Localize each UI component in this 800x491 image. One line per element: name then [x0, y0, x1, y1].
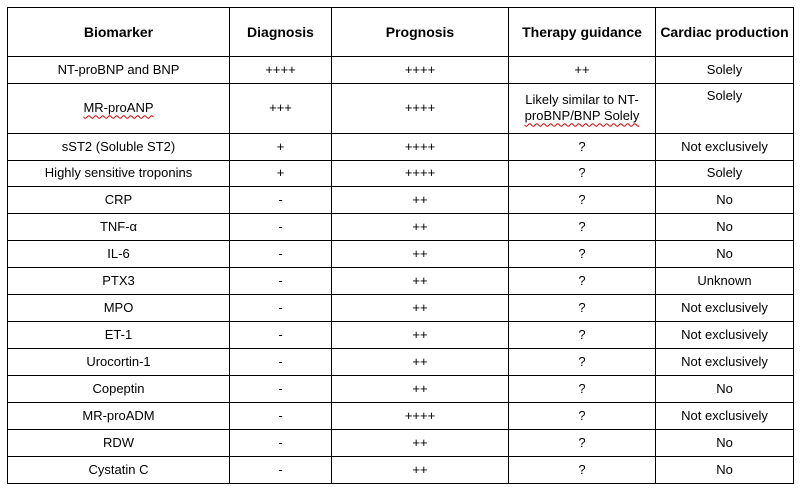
cardiac-cell: Not exclusively: [656, 295, 794, 322]
header-biomarker: Biomarker: [8, 8, 230, 57]
prognosis-cell: ++: [332, 349, 509, 376]
prognosis-cell: ++: [332, 187, 509, 214]
table-row: [8, 376, 794, 403]
diagnosis-cell: +: [230, 133, 332, 160]
cardiac-cell: Solely: [656, 57, 794, 84]
prognosis-cell: ++: [332, 241, 509, 268]
header-prognosis: Prognosis: [332, 8, 509, 57]
header-cardiac-production: Cardiac production: [656, 8, 794, 57]
therapy-cell: [509, 83, 656, 133]
header-diagnosis: Diagnosis: [230, 8, 332, 57]
therapy-line-1: Likely similar to NT-: [525, 92, 639, 108]
cardiac-cell: Not exclusively: [656, 322, 794, 349]
prognosis-cell: ++: [332, 268, 509, 295]
diagnosis-cell: -: [230, 241, 332, 268]
biomarker-cell: Highly sensitive troponins: [8, 160, 230, 187]
therapy-cell: ?: [509, 430, 656, 457]
therapy-line-2: proBNP/BNP Solely: [524, 108, 640, 124]
table-row: [8, 268, 794, 295]
table-row: [8, 187, 794, 214]
biomarker-cell: [8, 83, 230, 133]
cardiac-cell: No: [656, 430, 794, 457]
diagnosis-cell: -: [230, 456, 332, 483]
prognosis-cell: ++: [332, 322, 509, 349]
therapy-cell: ?: [509, 376, 656, 403]
diagnosis-cell: -: [230, 403, 332, 430]
header-therapy-guidance: Therapy guidance: [509, 8, 656, 57]
biomarker-cell: NT-proBNP and BNP: [8, 57, 230, 84]
prognosis-cell: ++: [332, 214, 509, 241]
cardiac-cell: No: [656, 187, 794, 214]
cardiac-cell: Not exclusively: [656, 133, 794, 160]
cardiac-cell: No: [656, 241, 794, 268]
diagnosis-cell: ++++: [230, 57, 332, 84]
prognosis-cell: ++++: [332, 133, 509, 160]
therapy-cell: ?: [509, 456, 656, 483]
prognosis-cell: ++: [332, 295, 509, 322]
prognosis-cell: ++: [332, 376, 509, 403]
therapy-cell: ?: [509, 322, 656, 349]
table-row: [8, 57, 794, 84]
diagnosis-cell: +++: [230, 83, 332, 133]
biomarker-cell: Urocortin-1: [8, 349, 230, 376]
diagnosis-cell: -: [230, 187, 332, 214]
cardiac-cell: Not exclusively: [656, 403, 794, 430]
table-row: [8, 456, 794, 483]
cardiac-cell: Solely: [656, 83, 794, 133]
prognosis-cell: ++++: [332, 160, 509, 187]
prognosis-cell: ++++: [332, 83, 509, 133]
cardiac-cell: Not exclusively: [656, 349, 794, 376]
biomarker-table: [7, 7, 794, 484]
table-row: [8, 403, 794, 430]
therapy-cell: ?: [509, 295, 656, 322]
biomarker-cell: IL-6: [8, 241, 230, 268]
cardiac-cell: Solely: [656, 160, 794, 187]
therapy-cell: ?: [509, 187, 656, 214]
therapy-cell: ?: [509, 241, 656, 268]
prognosis-cell: ++: [332, 430, 509, 457]
table-row: [8, 133, 794, 160]
table-row: [8, 241, 794, 268]
diagnosis-cell: +: [230, 160, 332, 187]
cardiac-cell: No: [656, 456, 794, 483]
table-row: [8, 349, 794, 376]
cardiac-cell: Unknown: [656, 268, 794, 295]
therapy-cell: ++: [509, 57, 656, 84]
therapy-cell: ?: [509, 133, 656, 160]
therapy-cell: ?: [509, 268, 656, 295]
diagnosis-cell: -: [230, 349, 332, 376]
biomarker-cell: CRP: [8, 187, 230, 214]
biomarker-cell: ET-1: [8, 322, 230, 349]
therapy-cell: ?: [509, 349, 656, 376]
diagnosis-cell: -: [230, 268, 332, 295]
therapy-cell: ?: [509, 403, 656, 430]
cardiac-cell: No: [656, 376, 794, 403]
diagnosis-cell: -: [230, 214, 332, 241]
table-row: [8, 214, 794, 241]
table-row: [8, 295, 794, 322]
therapy-cell: ?: [509, 160, 656, 187]
table-row: [8, 160, 794, 187]
diagnosis-cell: -: [230, 430, 332, 457]
diagnosis-cell: -: [230, 376, 332, 403]
cardiac-cell: No: [656, 214, 794, 241]
biomarker-text: MR-proANP: [83, 100, 154, 116]
biomarker-cell: MR-proADM: [8, 403, 230, 430]
prognosis-cell: ++: [332, 456, 509, 483]
biomarker-cell: sST2 (Soluble ST2): [8, 133, 230, 160]
table-row: [8, 430, 794, 457]
biomarker-cell: Cystatin C: [8, 456, 230, 483]
biomarker-cell: RDW: [8, 430, 230, 457]
table-row: [8, 83, 794, 133]
header-row: [8, 8, 794, 57]
prognosis-cell: ++++: [332, 57, 509, 84]
therapy-cell: ?: [509, 214, 656, 241]
prognosis-cell: ++++: [332, 403, 509, 430]
diagnosis-cell: -: [230, 322, 332, 349]
biomarker-cell: PTX3: [8, 268, 230, 295]
biomarker-cell: MPO: [8, 295, 230, 322]
biomarker-cell: Copeptin: [8, 376, 230, 403]
diagnosis-cell: -: [230, 295, 332, 322]
biomarker-cell: TNF-α: [8, 214, 230, 241]
table-row: [8, 322, 794, 349]
